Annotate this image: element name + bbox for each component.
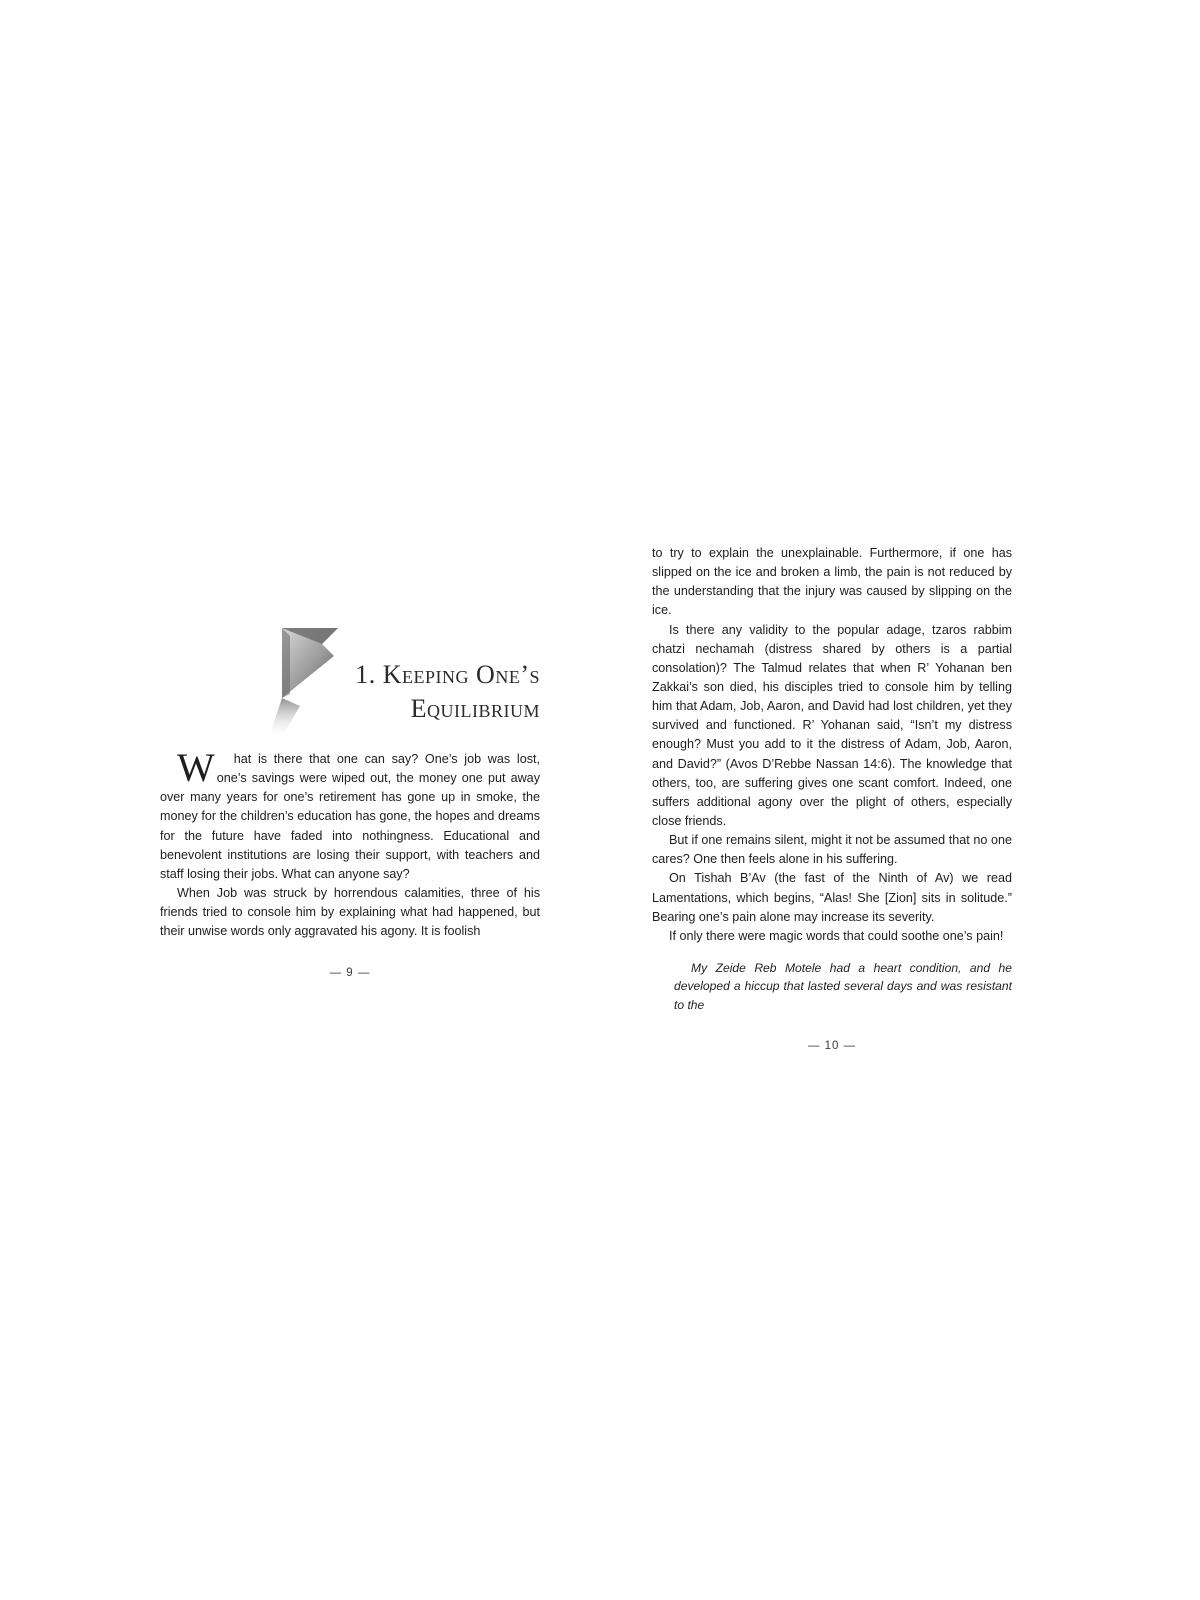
chapter-heading xyxy=(160,540,540,750)
paragraph: When Job was struck by horrendous calamities, three of his friends tried to console him by explaining what had happened, but their unwise words only aggravated his agony. It is foolish xyxy=(160,885,540,939)
chapter-title-line-1: 1. Keeping One’s xyxy=(355,660,540,689)
italic-excerpt-block xyxy=(674,959,1012,1014)
paragraph-text: hat is there that one can say? One’s job was lost, one’s savings were wiped out, the money one put away over many years for one’s retirement has gone up in smoke, the money for the children’s education has gone, the hopes and dreams for the future have faded into nothingness. Educational and benevolent institutions are losing their support, with teachers and staff losing their jobs. What can anyone say? xyxy=(160,752,540,881)
drop-cap: W xyxy=(177,745,215,790)
right-page-body xyxy=(652,544,1012,946)
paragraph: Is there any validity to the popular adage, tzaros rabbim chatzi nechamah (distress shared by others is a partial consolation)? The Talmud relates that when R’ Yohanan ben Zakkai’s son died, his disciples tried to console him by telling him that Adam, Job, Aaron, and David had lost children, yet they survived and functioned. R’ Yohanan said, “Isn’t my distress enough? Must you add to it the distress of Adam, Job, Aaron, and David?” (Avos D’Rebbe Nassan 14:6). The knowledge that others, too, are suffering gives one scant comfort. Indeed, one suffers additional agony over the plight of others, especially close friends. xyxy=(652,622,1012,828)
paragraph: to try to explain the unexplainable. Furthermore, if one has slipped on the ice and broken a limb, the pain is not reduced by the understanding that the injury was caused by slipping on the ice. xyxy=(652,546,1012,618)
page-number-right: — 10 — xyxy=(807,1040,857,1053)
left-page xyxy=(160,540,540,979)
left-page-body xyxy=(160,745,540,941)
right-page xyxy=(652,544,1012,1052)
chapter-title xyxy=(210,658,540,727)
paragraph: If only there were magic words that could soothe one’s pain! xyxy=(669,928,1004,943)
paragraph: My Zeide Reb Motele had a heart condition, and he developed a hiccup that lasted several days and was resistant to the xyxy=(674,960,1012,1012)
chapter-title-line-2: Equilibrium xyxy=(410,694,540,724)
paragraph: On Tishah B’Av (the fast of the Ninth of Av) we read Lamentations, which begins, “Alas! She [Zion] sits in solitude.” Bearing one’s pain alone may increase its severity. xyxy=(652,871,1012,924)
paragraph: But if one remains silent, might it not be assumed that no one cares? One then feels alone in his suffering. xyxy=(652,833,1012,867)
paragraph xyxy=(160,745,540,884)
page-number-left: — 9 — xyxy=(329,967,371,980)
